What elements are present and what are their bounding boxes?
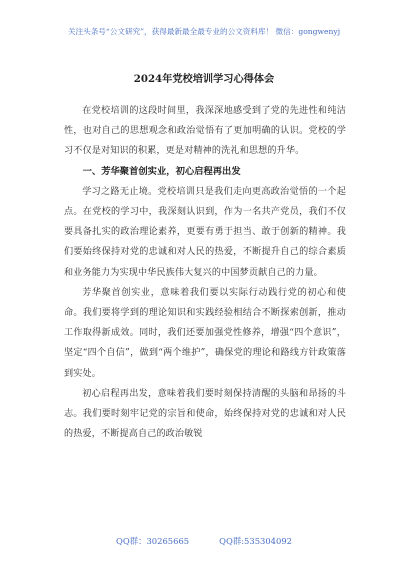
document-title: 2024年党校培训学习心得体会 — [133, 73, 275, 85]
document-body — [64, 101, 346, 444]
paragraph-learning: 学习之路无止境。党校培训只是我们走向更高政治觉悟的一个起点。在党校的学习中，我深刻认识到，作为一名共产党员，我们不仅要具备扎实的政治理论素养，更要有勇于担当、敢于创新的精神。我们要始终保持对党的忠诚和对人民的热爱，不断提升自己的综合素质和业务能力为实现中华民族伟大复兴的中国梦贡献自己的力量。 — [64, 186, 346, 278]
section-heading-1: 一、芳华聚首创实业，初心启程再出发 — [82, 165, 241, 177]
footer-qq-groups — [0, 535, 408, 547]
qq-group-1[interactable]: QQ群：30265665 — [116, 536, 190, 546]
paragraph-intro: 在党校培训的这段时间里，我深深地感受到了党的先进性和纯洁性，也对自己的思想观念和政治觉悟有了更加明确的认识。党校的学习不仅是对知识的积累，更是对精神的洗礼和思想的升华。 — [64, 106, 346, 157]
promo-banner[interactable]: 关注头条号“公文研究”，获得最新最全最专业的公文资料库！ 微信：gongwenyj — [67, 27, 341, 36]
paragraph-restart: 初心启程再出发，意味着我们要时刻保持清醒的头脑和昂扬的斗志。我们要时刻牢记党的宗旨和使命，始终保持对党的忠诚和对人民的热爱，不断提高自己的政治敏锐 — [64, 388, 346, 440]
qq-group-2[interactable]: QQ群:535304092 — [219, 536, 292, 546]
paragraph-practice: 芳华聚首创实业，意味着我们要以实际行动践行党的初心和使命。我们要将学到的理论知识和实践经验相结合不断探索创新，推动工作取得新成效。同时，我们还要加强党性修养，增强“四个意识”，坚定“四个自信”，做到“两个维护”，确保党的理论和路线方针政策落到实处。 — [64, 287, 346, 379]
